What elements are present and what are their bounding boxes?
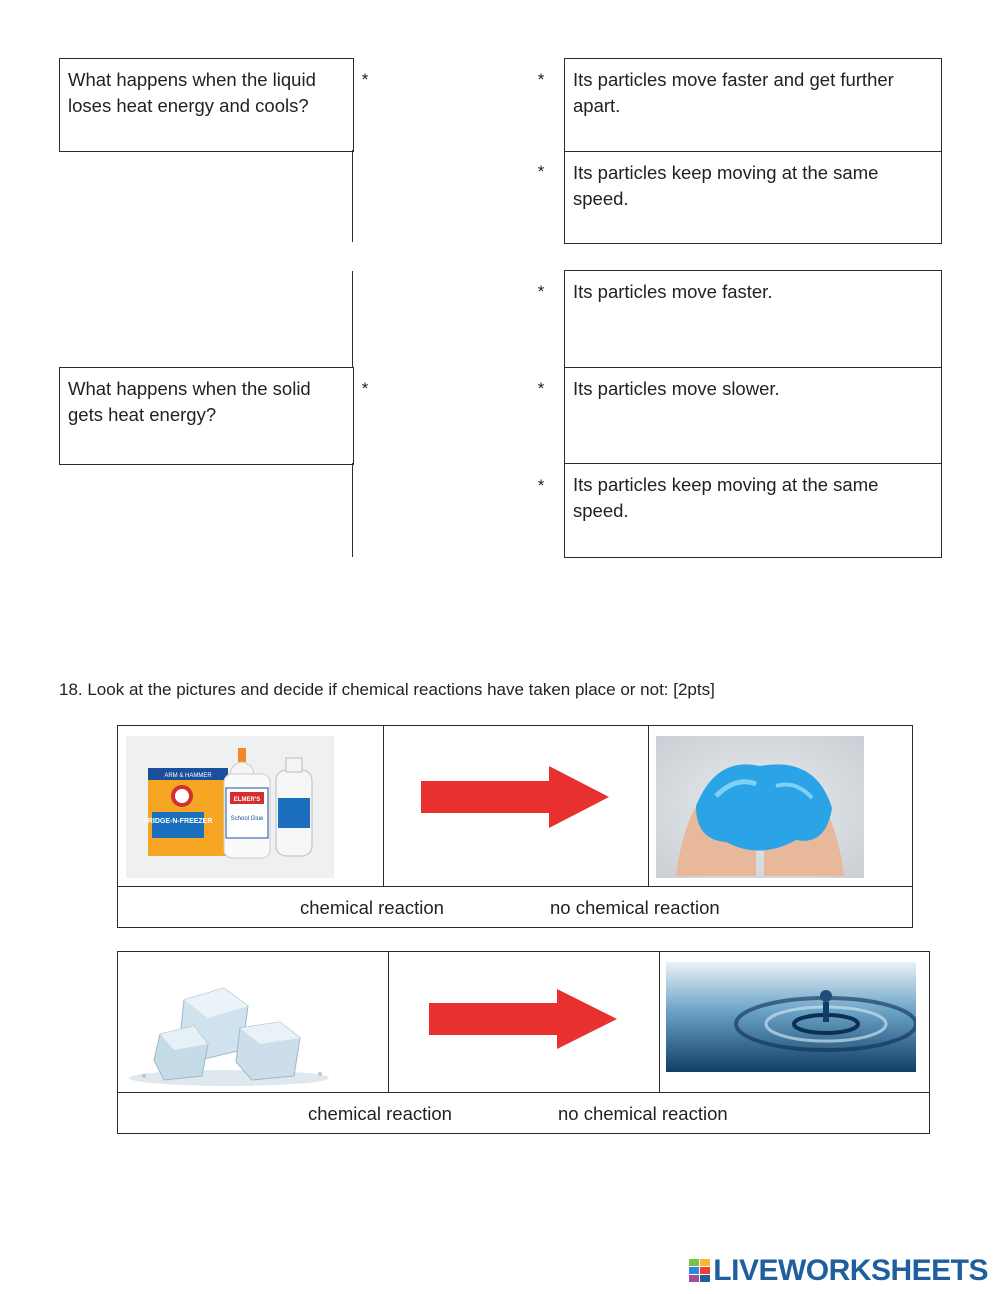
water-drop-image bbox=[666, 962, 916, 1072]
option-no-chemical-reaction[interactable]: no chemical reaction bbox=[550, 897, 720, 918]
answer-box bbox=[564, 151, 942, 244]
answer-box bbox=[564, 367, 942, 465]
question-box-liquid bbox=[59, 58, 354, 152]
match-point-right[interactable]: * bbox=[537, 379, 545, 398]
liveworksheets-logo bbox=[689, 1254, 988, 1288]
match-point-right[interactable]: * bbox=[537, 476, 545, 495]
connector-line bbox=[352, 271, 353, 369]
answer-text: Its particles keep moving at the same speed. bbox=[573, 162, 879, 209]
option-chemical-reaction[interactable]: chemical reaction bbox=[300, 897, 444, 918]
glue-label: School Glue bbox=[230, 816, 264, 822]
options-row bbox=[118, 1092, 929, 1133]
arrow-shape bbox=[421, 766, 609, 828]
match-point-right[interactable]: * bbox=[537, 70, 545, 89]
answer-text: Its particles move faster and get further apart. bbox=[573, 69, 894, 116]
question-box-solid bbox=[59, 367, 354, 465]
blue-slime-image bbox=[656, 736, 864, 878]
arrow-icon bbox=[419, 766, 611, 828]
connector-line bbox=[352, 150, 353, 242]
answer-box bbox=[564, 58, 942, 153]
logo-text: LIVEWORKSHEETS bbox=[713, 1254, 988, 1287]
question-text: What happens when the liquid loses heat energy and cools? bbox=[68, 69, 316, 116]
answer-text: Its particles move slower. bbox=[573, 378, 780, 399]
slime-ingredients-image bbox=[126, 736, 334, 878]
answer-box bbox=[564, 463, 942, 558]
ice-cubes-image bbox=[124, 980, 334, 1086]
option-no-chemical-reaction[interactable]: no chemical reaction bbox=[558, 1103, 728, 1124]
box-label: FRIDGE-N-FREEZER bbox=[143, 818, 213, 825]
option-chemical-reaction[interactable]: chemical reaction bbox=[308, 1103, 452, 1124]
box-brand: ARM & HAMMER bbox=[164, 773, 212, 779]
answer-box bbox=[564, 270, 942, 369]
match-point-left[interactable]: * bbox=[361, 70, 369, 89]
connector-line bbox=[352, 463, 353, 557]
logo-blocks-icon bbox=[689, 1259, 711, 1283]
match-point-left[interactable]: * bbox=[361, 379, 369, 398]
question-18-label: 18. Look at the pictures and decide if chemical reactions have taken place or not: [2pts] bbox=[59, 680, 715, 699]
options-row bbox=[118, 886, 912, 927]
answer-text: Its particles move faster. bbox=[573, 281, 773, 302]
question-text: What happens when the solid gets heat energy? bbox=[68, 378, 311, 425]
glue-brand: ELMER'S bbox=[233, 797, 261, 803]
match-point-right[interactable]: * bbox=[537, 162, 545, 181]
arrow-shape bbox=[429, 989, 617, 1049]
arrow-icon bbox=[427, 989, 619, 1049]
answer-text: Its particles keep moving at the same speed. bbox=[573, 474, 879, 521]
match-point-right[interactable]: * bbox=[537, 282, 545, 301]
